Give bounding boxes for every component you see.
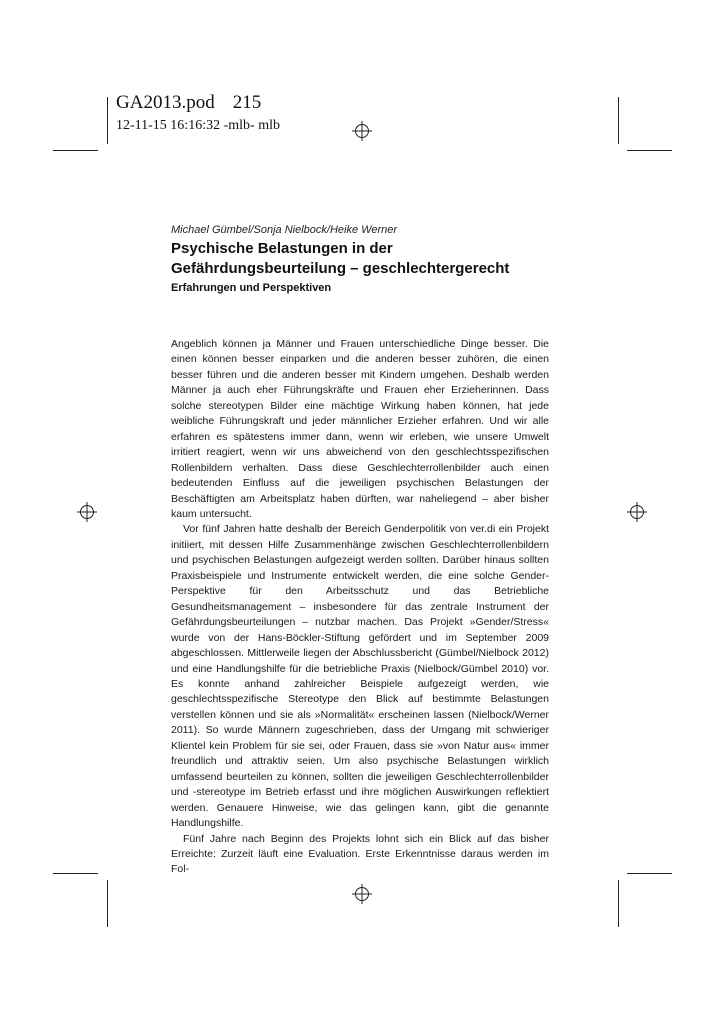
slug-page-number: 215 [232,92,262,113]
crop-mark-bottom-left-vertical [107,880,108,927]
crop-mark-bottom-left-horizontal [53,873,98,874]
registration-mark-top-icon [352,121,372,141]
slug-line-1 [116,92,280,114]
registration-mark-right-icon [627,502,647,522]
slug-meta: 12-11-15 16:16:32 -mlb- mlb [116,118,280,133]
article-title-line-1: Psychische Belastungen in der [171,240,393,257]
crop-mark-bottom-right-vertical [618,880,619,927]
article-header [171,222,549,296]
registration-mark-bottom-icon [352,884,372,904]
crop-mark-bottom-right-horizontal [627,873,672,874]
article-body [171,337,549,878]
paragraph-3: Fünf Jahre nach Beginn des Projekts lohnt sich ein Blick auf das bisher Erreichte: Zurzeit läuft eine Evaluation. Erste Erkenntnisse daraus werden im Fol- [171,832,549,876]
article-title-line-2: Gefährdungsbeurteilung – geschlechtergerecht [171,260,510,277]
article-subtitle: Erfahrungen und Perspektiven [171,282,332,294]
crop-mark-top-left-vertical [107,97,108,144]
slug-filename: GA2013.pod [116,92,215,113]
paragraph-2: Vor fünf Jahren hatte deshalb der Bereich Genderpolitik von ver.di ein Projekt initiiert, mit dessen Hilfe Zusammenhänge zwischen Geschlechterrollenbildern und psychischen Belastungen aufgezeigt werden sollten. Darüber hinaus sollten Praxisbeispiele und Instrumente entwickelt werden, die eine solche Gender-Perspektive für den Arbeitsschutz und das Betriebliche Gesundheitsmanagement – insbesondere für das zentrale Instrument der Gefährdungsbeurteilungen – nutzbar machen. Das Projekt »Gender/Stress« wurde von der Hans-Böckler-Stiftung gefördert und im September 2009 abgeschlossen. Mittlerweile liegen der Abschlussbericht (Gümbel/Nielbock 2012) und eine Handlungshilfe für die betriebliche Praxis (Nielbock/Gümbel 2010) vor. Es konnte anhand zahlreicher Beispiele aufgezeigt werden, wie geschlechtsspezifische Stereotype den Blick auf bestimmte Belastungen verstellen können und sie als »Normalität« erscheinen lassen (Nielbock/Werner 2011). So wurde Männern zugeschrieben, dass der Umgang mit schwieriger Klientel kein Problem für sie sei, oder Frauen, dass sie »von Natur aus« immer freundlich und attraktiv seien. Um also psychische Belastungen wirklich umfassend beurteilen zu können, sollten die jeweiligen Geschlechterrollenbilder und -stereotype im Betrieb erfasst und ihre möglichen Auswirkungen reflektiert werden. Genauere Hinweise, wie das gelingen kann, gibt die genannte Handlungshilfe. [171,523,549,830]
article-authors: Michael Gümbel/Sonja Nielbock/Heike Werner [171,224,398,236]
crop-mark-top-right-horizontal [627,150,672,151]
registration-mark-left-icon [77,502,97,522]
paragraph-1: Angeblich können ja Männer und Frauen unterschiedliche Dinge besser. Die einen können besser einparken und die anderen besser zuhören, die einen besser führen und die anderen besser mit Kindern umgehen. Deshalb werden Männer ja auch eher Führungskräfte und Frauen eher Erzieherinnen. Dass solche stereotypen Bilder eine mächtige Wirkung haben können, hat jede weibliche Führungskraft und jeder männlicher Erzieher erfahren. Und wir alle erfahren es spätestens immer dann, wenn wir erleben, wie unsere Umwelt irritiert reagiert, wenn wir uns abweichend von den geschlechtsspezifischen Rollenbildern verhalten. Dass diese Geschlechterrollenbilder auch einen bedeutenden Einfluss auf die jeweiligen psychischen Belastungen der Beschäftigten am Arbeitsplatz haben dürften, war naheliegend – aber bisher kaum untersucht. [171,338,549,520]
print-slug [116,92,280,136]
crop-mark-top-left-horizontal [53,150,98,151]
article-title [171,239,549,279]
crop-mark-top-right-vertical [618,97,619,144]
